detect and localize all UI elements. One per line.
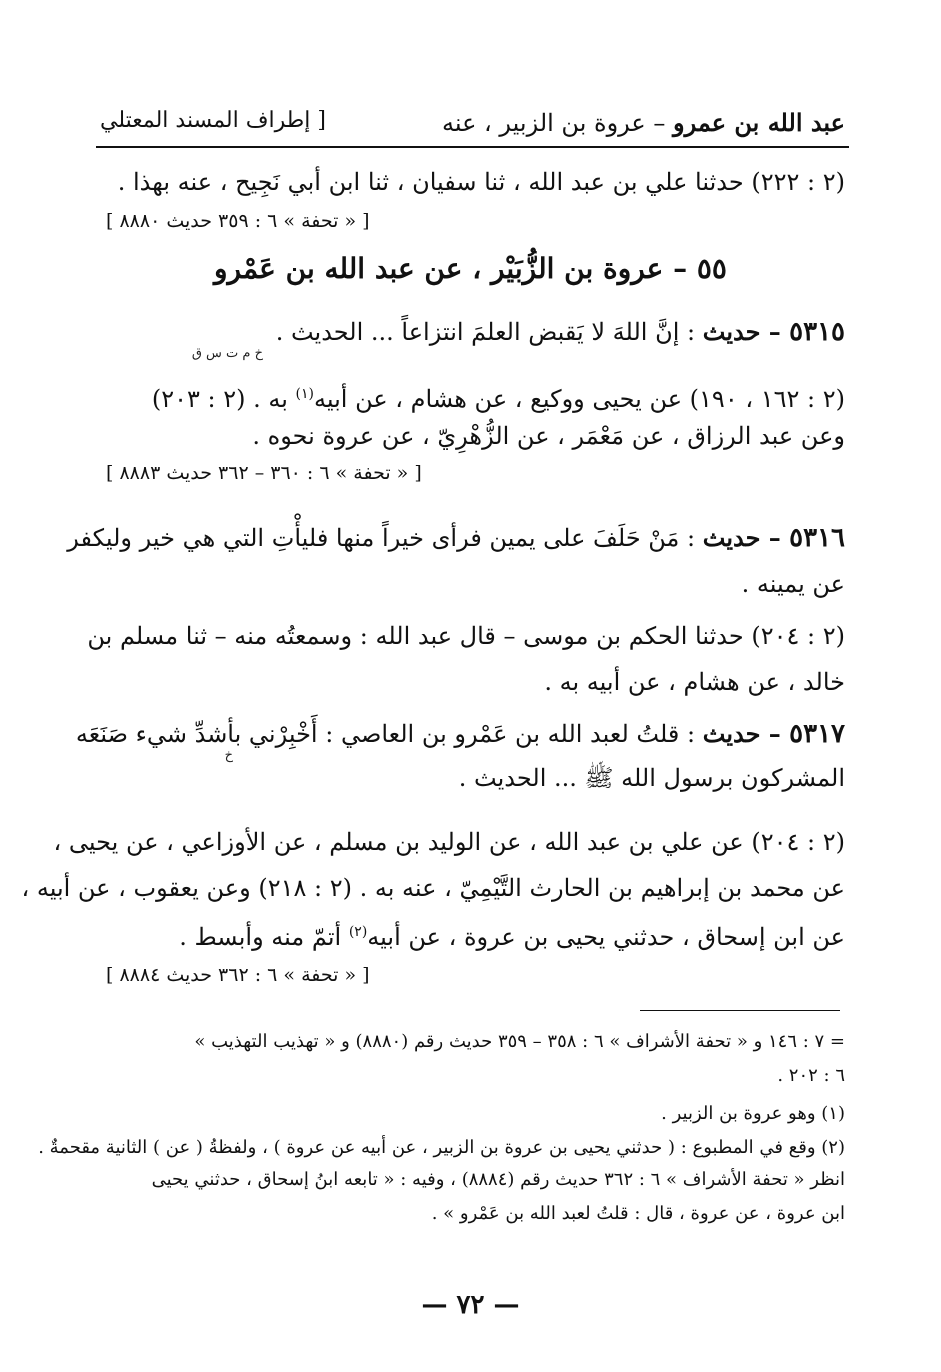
hadith-number: ٥٣١٦ (789, 523, 845, 553)
footnote-1: (١) وهو عروة بن الزبير . (661, 1103, 845, 1124)
hadith-label: – حديث (702, 523, 790, 552)
chain-line: عن محمد بن إبراهيم بن الحارث التَّيْمِيّ ، عنه به . (٢ : ٢١٨) وعن يعقوب ، عن أبيه ، (21, 874, 845, 902)
running-title: عبد الله بن عمرو – عروة بن الزبير ، عنه (441, 108, 845, 137)
chain-line: عن ابن إسحاق ، حدثني يحيى بن عروة ، عن أبيه$^{(٢)}$ أتمّ منه وأبسط . (179, 923, 845, 951)
section-title: ٥٥ – عروة بن الزُّبَيْر ، عن عبد الله بن عَمْرو (214, 252, 727, 285)
hadith-text-cont: المشركون برسول الله ﷺ ... الحديث . (458, 764, 845, 792)
chain-line: خالد ، عن هشام ، عن أبيه به . (544, 668, 845, 696)
chain-line: وعن عبد الرزاق ، عن مَعْمَر ، عن الزُّهْرِيّ ، عن عروة نحوه . (252, 422, 845, 450)
chain-line: (٢ : ٢٠٤) عن علي بن عبد الله ، عن الوليد بن مسلم ، عن الأوزاعي ، عن يحيى ، (53, 828, 845, 856)
source-symbols: خ (224, 748, 233, 763)
hadith-label: – حديث (702, 317, 790, 346)
footnote-continuation: ٦ : ٢٠٢ . (777, 1065, 845, 1086)
hadith-text-cont: عن يمينه . (741, 570, 845, 598)
header-rule (96, 146, 849, 148)
hadith-text: : مَنْ حَلَفَ على يمين فرأى خيراً منها فليأْتِ التي هي خير وليكفر (67, 524, 703, 552)
footnote-continuation: = ٧ : ١٤٦ و « تحفة الأشراف » ٦ : ٣٥٨ – ٣٥٩ حديث رقم (٨٨٨٠) و « تهذيب التهذيب » (194, 1031, 845, 1052)
hadith-text: : إنَّ اللهَ لا يَقبض العلمَ انتزاعاً ... الحديث . (275, 318, 703, 346)
page-number: — ٧٢ — (421, 1290, 520, 1320)
chain-line: (٢ : ١٦٢ ، ١٩٠) عن يحيى ووكيع ، عن هشام ، عن أبيه$^{(١)}$ به . (٢ : ٢٠٣) (151, 385, 845, 413)
footnote-marker: (٢) (348, 924, 368, 940)
footnote-2-cont: انظر « تحفة الأشراف » ٦ : ٣٦٢ حديث رقم (٨٨٨٤) ، وفيه : « تابعه ابنُ إسحاق ، حدثني يحيى (151, 1169, 845, 1190)
source-symbols: خ م ت س ق (191, 346, 263, 361)
hadith-5317-heading (75, 712, 845, 756)
hadith-5316-heading (67, 516, 845, 560)
book-title: [ إطراف المسند المعتلي (100, 108, 326, 133)
running-header (100, 104, 845, 144)
hadith-label: – حديث (702, 719, 790, 748)
footnote-rule (640, 1010, 840, 1011)
hadith-number: ٥٣١٥ (789, 317, 845, 347)
hadith-number: ٥٣١٧ (789, 719, 845, 749)
footnote-2-cont: ابن عروة ، عن عروة ، قال : قلتُ لعبد الله بن عَمْرو » . (431, 1203, 845, 1224)
footnote-2: (٢) وقع في المطبوع : ( حدثني يحيى بن عروة بن الزبير ، عن أبيه عن عروة ) ، ولفظةُ ( عن ) الثانية مقحمةٌ . (38, 1137, 845, 1158)
footnote-marker: (١) (295, 386, 314, 402)
tuhfa-reference: [ « تحفة » ٦ : ٣٥٩ حديث ٨٨٨٠ ] (106, 210, 370, 232)
chain-line: (٢ : ٢٢٢) حدثنا علي بن عبد الله ، ثنا سفيان ، ثنا ابن أبي نَجِيح ، عنه بهذا . (117, 168, 845, 196)
tuhfa-reference: [ « تحفة » ٦ : ٣٦٢ حديث ٨٨٨٤ ] (106, 964, 370, 986)
tuhfa-reference: [ « تحفة » ٦ : ٣٦٠ – ٣٦٢ حديث ٨٨٨٣ ] (106, 462, 422, 484)
hadith-text: : قلتُ لعبد الله بن عَمْرو بن العاصي : أَخْبِرْني بأشدِّ شيء صَنَعَه (75, 720, 703, 748)
chain-line: (٢ : ٢٠٤) حدثنا الحكم بن موسى – قال عبد الله : وسمعتُه منه – ثنا مسلم بن (87, 622, 845, 650)
